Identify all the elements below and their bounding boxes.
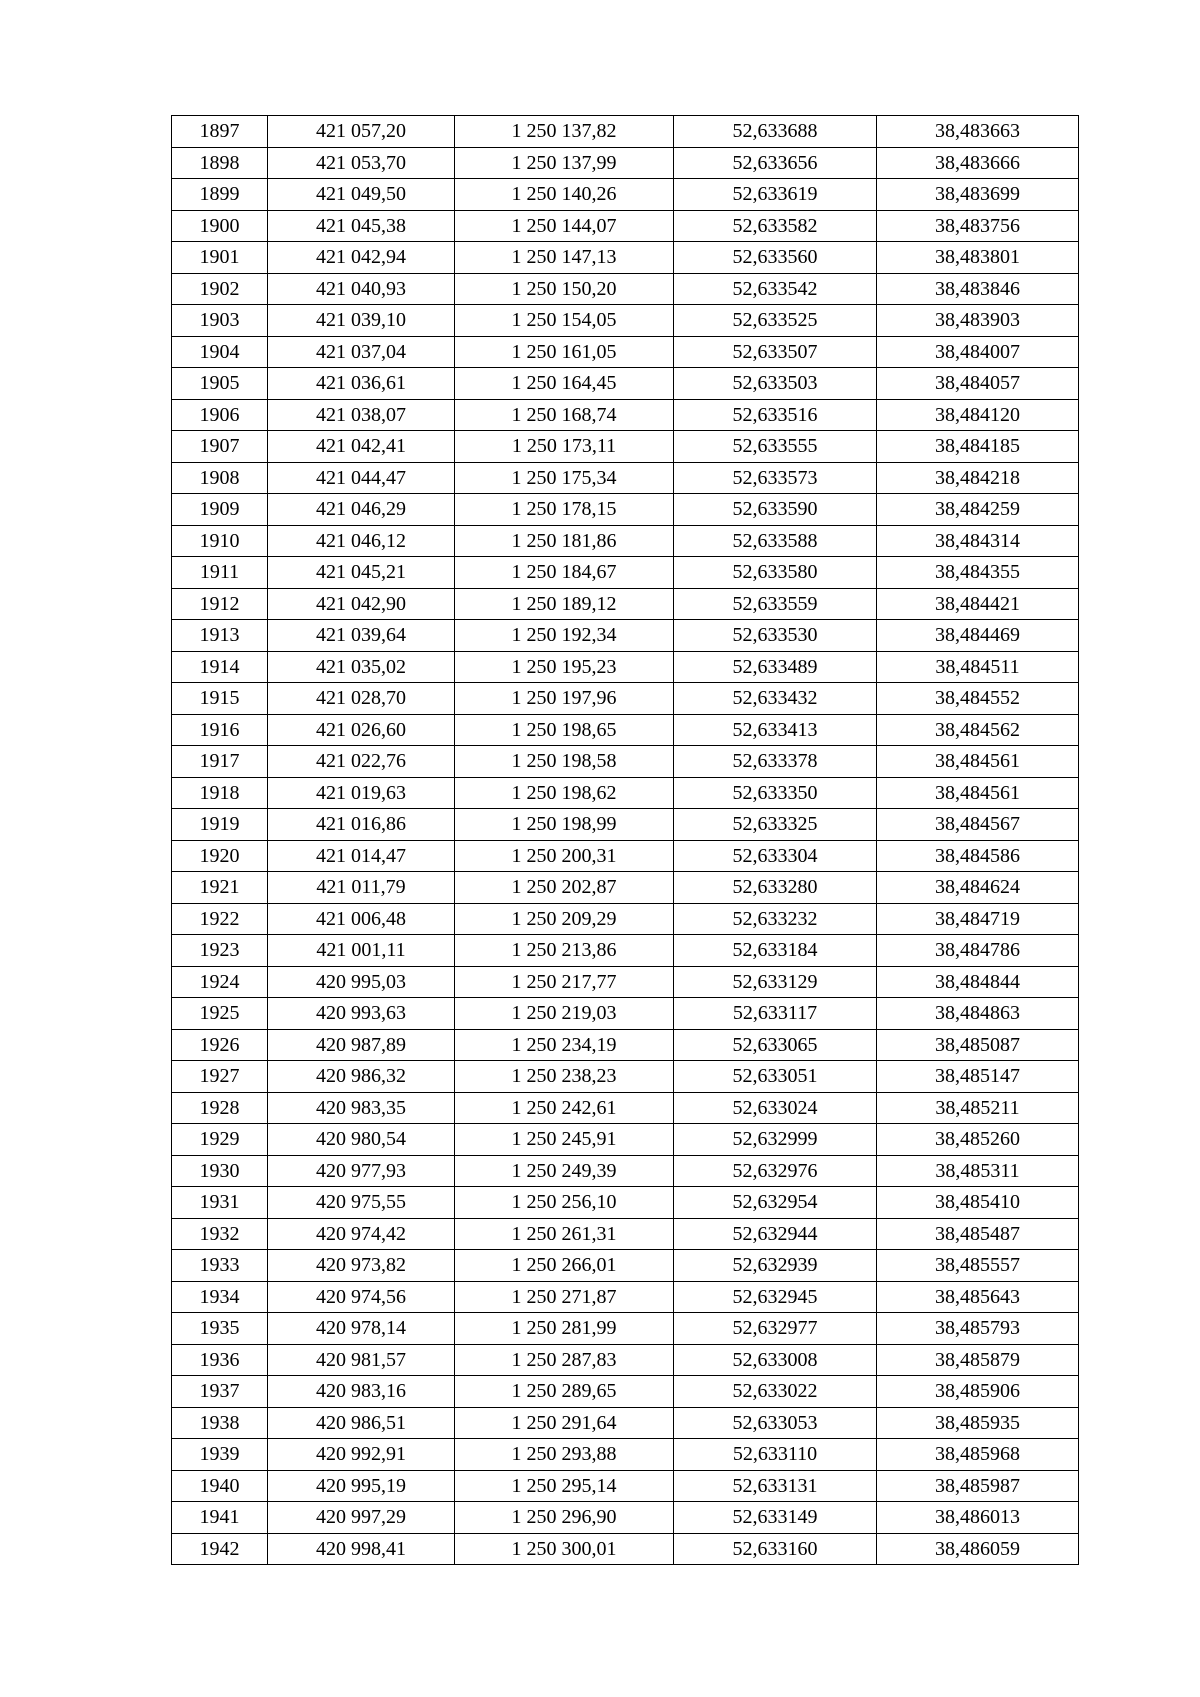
y-coordinate-cell: 1 250 184,67 [455, 557, 674, 589]
y-coordinate-cell: 1 250 161,05 [455, 336, 674, 368]
x-coordinate-cell: 421 014,47 [268, 840, 455, 872]
table-row [172, 1313, 1079, 1345]
latitude-cell: 52,633065 [674, 1029, 877, 1061]
point-number-cell: 1933 [172, 1250, 268, 1282]
x-coordinate-cell: 421 038,07 [268, 399, 455, 431]
point-number-cell: 1934 [172, 1281, 268, 1313]
latitude-cell: 52,633413 [674, 714, 877, 746]
table-row [172, 683, 1079, 715]
table-row [172, 210, 1079, 242]
point-number-cell: 1928 [172, 1092, 268, 1124]
point-number-cell: 1903 [172, 305, 268, 337]
longitude-cell: 38,484719 [877, 903, 1079, 935]
x-coordinate-cell: 421 039,64 [268, 620, 455, 652]
longitude-cell: 38,484120 [877, 399, 1079, 431]
point-number-cell: 1922 [172, 903, 268, 935]
y-coordinate-cell: 1 250 195,23 [455, 651, 674, 683]
table-row [172, 368, 1079, 400]
coordinates-table [171, 115, 1079, 1565]
x-coordinate-cell: 420 983,16 [268, 1376, 455, 1408]
latitude-cell: 52,632939 [674, 1250, 877, 1282]
point-number-cell: 1909 [172, 494, 268, 526]
table-row [172, 1124, 1079, 1156]
table-row [172, 935, 1079, 967]
y-coordinate-cell: 1 250 200,31 [455, 840, 674, 872]
x-coordinate-cell: 420 987,89 [268, 1029, 455, 1061]
point-number-cell: 1921 [172, 872, 268, 904]
latitude-cell: 52,633582 [674, 210, 877, 242]
longitude-cell: 38,484561 [877, 746, 1079, 778]
point-number-cell: 1906 [172, 399, 268, 431]
longitude-cell: 38,483903 [877, 305, 1079, 337]
x-coordinate-cell: 420 973,82 [268, 1250, 455, 1282]
x-coordinate-cell: 420 997,29 [268, 1502, 455, 1534]
longitude-cell: 38,485410 [877, 1187, 1079, 1219]
point-number-cell: 1935 [172, 1313, 268, 1345]
x-coordinate-cell: 421 045,21 [268, 557, 455, 589]
table-row [172, 620, 1079, 652]
point-number-cell: 1914 [172, 651, 268, 683]
latitude-cell: 52,633580 [674, 557, 877, 589]
longitude-cell: 38,484562 [877, 714, 1079, 746]
latitude-cell: 52,633280 [674, 872, 877, 904]
y-coordinate-cell: 1 250 245,91 [455, 1124, 674, 1156]
x-coordinate-cell: 421 042,90 [268, 588, 455, 620]
y-coordinate-cell: 1 250 213,86 [455, 935, 674, 967]
point-number-cell: 1902 [172, 273, 268, 305]
longitude-cell: 38,485211 [877, 1092, 1079, 1124]
longitude-cell: 38,483699 [877, 179, 1079, 211]
table-row [172, 431, 1079, 463]
longitude-cell: 38,484314 [877, 525, 1079, 557]
y-coordinate-cell: 1 250 242,61 [455, 1092, 674, 1124]
point-number-cell: 1929 [172, 1124, 268, 1156]
point-number-cell: 1913 [172, 620, 268, 652]
latitude-cell: 52,633503 [674, 368, 877, 400]
x-coordinate-cell: 420 983,35 [268, 1092, 455, 1124]
x-coordinate-cell: 421 006,48 [268, 903, 455, 935]
x-coordinate-cell: 420 975,55 [268, 1187, 455, 1219]
latitude-cell: 52,633110 [674, 1439, 877, 1471]
y-coordinate-cell: 1 250 164,45 [455, 368, 674, 400]
y-coordinate-cell: 1 250 140,26 [455, 179, 674, 211]
table-row [172, 462, 1079, 494]
latitude-cell: 52,633232 [674, 903, 877, 935]
longitude-cell: 38,484863 [877, 998, 1079, 1030]
x-coordinate-cell: 421 046,12 [268, 525, 455, 557]
longitude-cell: 38,484355 [877, 557, 1079, 589]
longitude-cell: 38,485557 [877, 1250, 1079, 1282]
x-coordinate-cell: 420 995,03 [268, 966, 455, 998]
point-number-cell: 1919 [172, 809, 268, 841]
latitude-cell: 52,633117 [674, 998, 877, 1030]
longitude-cell: 38,485987 [877, 1470, 1079, 1502]
longitude-cell: 38,485968 [877, 1439, 1079, 1471]
latitude-cell: 52,633489 [674, 651, 877, 683]
table-row [172, 557, 1079, 589]
table-row [172, 1218, 1079, 1250]
latitude-cell: 52,633304 [674, 840, 877, 872]
y-coordinate-cell: 1 250 198,99 [455, 809, 674, 841]
longitude-cell: 38,485147 [877, 1061, 1079, 1093]
table-row [172, 1533, 1079, 1565]
y-coordinate-cell: 1 250 147,13 [455, 242, 674, 274]
longitude-cell: 38,484218 [877, 462, 1079, 494]
y-coordinate-cell: 1 250 154,05 [455, 305, 674, 337]
longitude-cell: 38,485487 [877, 1218, 1079, 1250]
y-coordinate-cell: 1 250 202,87 [455, 872, 674, 904]
x-coordinate-cell: 421 016,86 [268, 809, 455, 841]
latitude-cell: 52,633542 [674, 273, 877, 305]
point-number-cell: 1930 [172, 1155, 268, 1187]
latitude-cell: 52,633555 [674, 431, 877, 463]
x-coordinate-cell: 421 001,11 [268, 935, 455, 967]
point-number-cell: 1915 [172, 683, 268, 715]
point-number-cell: 1918 [172, 777, 268, 809]
table-row [172, 305, 1079, 337]
point-number-cell: 1905 [172, 368, 268, 400]
latitude-cell: 52,633619 [674, 179, 877, 211]
latitude-cell: 52,633131 [674, 1470, 877, 1502]
longitude-cell: 38,483801 [877, 242, 1079, 274]
point-number-cell: 1939 [172, 1439, 268, 1471]
x-coordinate-cell: 421 026,60 [268, 714, 455, 746]
table-row [172, 1439, 1079, 1471]
table-row [172, 840, 1079, 872]
x-coordinate-cell: 421 057,20 [268, 116, 455, 148]
longitude-cell: 38,484624 [877, 872, 1079, 904]
table-row [172, 1502, 1079, 1534]
point-number-cell: 1941 [172, 1502, 268, 1534]
point-number-cell: 1923 [172, 935, 268, 967]
point-number-cell: 1932 [172, 1218, 268, 1250]
latitude-cell: 52,632999 [674, 1124, 877, 1156]
x-coordinate-cell: 420 977,93 [268, 1155, 455, 1187]
table-row [172, 746, 1079, 778]
latitude-cell: 52,633160 [674, 1533, 877, 1565]
y-coordinate-cell: 1 250 219,03 [455, 998, 674, 1030]
y-coordinate-cell: 1 250 261,31 [455, 1218, 674, 1250]
table-row [172, 1470, 1079, 1502]
longitude-cell: 38,484567 [877, 809, 1079, 841]
latitude-cell: 52,632954 [674, 1187, 877, 1219]
table-row [172, 242, 1079, 274]
y-coordinate-cell: 1 250 287,83 [455, 1344, 674, 1376]
table-row [172, 809, 1079, 841]
point-number-cell: 1920 [172, 840, 268, 872]
point-number-cell: 1897 [172, 116, 268, 148]
longitude-cell: 38,483756 [877, 210, 1079, 242]
y-coordinate-cell: 1 250 295,14 [455, 1470, 674, 1502]
point-number-cell: 1910 [172, 525, 268, 557]
point-number-cell: 1937 [172, 1376, 268, 1408]
table-row [172, 1187, 1079, 1219]
latitude-cell: 52,633378 [674, 746, 877, 778]
y-coordinate-cell: 1 250 293,88 [455, 1439, 674, 1471]
table-row [172, 1407, 1079, 1439]
y-coordinate-cell: 1 250 234,19 [455, 1029, 674, 1061]
latitude-cell: 52,633688 [674, 116, 877, 148]
table-row [172, 336, 1079, 368]
y-coordinate-cell: 1 250 291,64 [455, 1407, 674, 1439]
y-coordinate-cell: 1 250 300,01 [455, 1533, 674, 1565]
table-row [172, 1376, 1079, 1408]
y-coordinate-cell: 1 250 137,99 [455, 147, 674, 179]
point-number-cell: 1924 [172, 966, 268, 998]
x-coordinate-cell: 420 986,32 [268, 1061, 455, 1093]
point-number-cell: 1907 [172, 431, 268, 463]
longitude-cell: 38,484511 [877, 651, 1079, 683]
latitude-cell: 52,633432 [674, 683, 877, 715]
longitude-cell: 38,484586 [877, 840, 1079, 872]
longitude-cell: 38,484469 [877, 620, 1079, 652]
y-coordinate-cell: 1 250 271,87 [455, 1281, 674, 1313]
longitude-cell: 38,483666 [877, 147, 1079, 179]
point-number-cell: 1900 [172, 210, 268, 242]
longitude-cell: 38,485879 [877, 1344, 1079, 1376]
y-coordinate-cell: 1 250 249,39 [455, 1155, 674, 1187]
y-coordinate-cell: 1 250 198,62 [455, 777, 674, 809]
longitude-cell: 38,484007 [877, 336, 1079, 368]
latitude-cell: 52,633590 [674, 494, 877, 526]
table-row [172, 1250, 1079, 1282]
table-row [172, 179, 1079, 211]
latitude-cell: 52,632944 [674, 1218, 877, 1250]
y-coordinate-cell: 1 250 144,07 [455, 210, 674, 242]
longitude-cell: 38,484259 [877, 494, 1079, 526]
x-coordinate-cell: 421 019,63 [268, 777, 455, 809]
table-row [172, 494, 1079, 526]
table-row [172, 116, 1079, 148]
table-row [172, 1344, 1079, 1376]
x-coordinate-cell: 420 986,51 [268, 1407, 455, 1439]
longitude-cell: 38,486013 [877, 1502, 1079, 1534]
x-coordinate-cell: 421 045,38 [268, 210, 455, 242]
y-coordinate-cell: 1 250 238,23 [455, 1061, 674, 1093]
y-coordinate-cell: 1 250 173,11 [455, 431, 674, 463]
point-number-cell: 1901 [172, 242, 268, 274]
latitude-cell: 52,633129 [674, 966, 877, 998]
point-number-cell: 1938 [172, 1407, 268, 1439]
point-number-cell: 1940 [172, 1470, 268, 1502]
x-coordinate-cell: 421 035,02 [268, 651, 455, 683]
x-coordinate-cell: 421 046,29 [268, 494, 455, 526]
x-coordinate-cell: 420 998,41 [268, 1533, 455, 1565]
x-coordinate-cell: 421 037,04 [268, 336, 455, 368]
latitude-cell: 52,632945 [674, 1281, 877, 1313]
table-row [172, 777, 1079, 809]
latitude-cell: 52,633559 [674, 588, 877, 620]
table-row [172, 525, 1079, 557]
x-coordinate-cell: 420 978,14 [268, 1313, 455, 1345]
latitude-cell: 52,633656 [674, 147, 877, 179]
y-coordinate-cell: 1 250 266,01 [455, 1250, 674, 1282]
longitude-cell: 38,485311 [877, 1155, 1079, 1187]
x-coordinate-cell: 420 993,63 [268, 998, 455, 1030]
x-coordinate-cell: 420 974,42 [268, 1218, 455, 1250]
y-coordinate-cell: 1 250 296,90 [455, 1502, 674, 1534]
latitude-cell: 52,633516 [674, 399, 877, 431]
y-coordinate-cell: 1 250 178,15 [455, 494, 674, 526]
table-row [172, 1029, 1079, 1061]
x-coordinate-cell: 421 042,41 [268, 431, 455, 463]
x-coordinate-cell: 421 040,93 [268, 273, 455, 305]
longitude-cell: 38,484552 [877, 683, 1079, 715]
longitude-cell: 38,485935 [877, 1407, 1079, 1439]
latitude-cell: 52,633573 [674, 462, 877, 494]
x-coordinate-cell: 421 044,47 [268, 462, 455, 494]
y-coordinate-cell: 1 250 192,34 [455, 620, 674, 652]
point-number-cell: 1898 [172, 147, 268, 179]
longitude-cell: 38,484561 [877, 777, 1079, 809]
point-number-cell: 1908 [172, 462, 268, 494]
table-row [172, 714, 1079, 746]
latitude-cell: 52,633530 [674, 620, 877, 652]
longitude-cell: 38,484786 [877, 935, 1079, 967]
longitude-cell: 38,483663 [877, 116, 1079, 148]
longitude-cell: 38,484844 [877, 966, 1079, 998]
latitude-cell: 52,633325 [674, 809, 877, 841]
x-coordinate-cell: 420 992,91 [268, 1439, 455, 1471]
y-coordinate-cell: 1 250 181,86 [455, 525, 674, 557]
coordinates-table-body [172, 116, 1079, 1565]
point-number-cell: 1927 [172, 1061, 268, 1093]
point-number-cell: 1899 [172, 179, 268, 211]
table-row [172, 1155, 1079, 1187]
x-coordinate-cell: 420 974,56 [268, 1281, 455, 1313]
table-row [172, 399, 1079, 431]
longitude-cell: 38,485906 [877, 1376, 1079, 1408]
point-number-cell: 1926 [172, 1029, 268, 1061]
x-coordinate-cell: 421 028,70 [268, 683, 455, 715]
point-number-cell: 1936 [172, 1344, 268, 1376]
table-row [172, 1092, 1079, 1124]
latitude-cell: 52,633560 [674, 242, 877, 274]
latitude-cell: 52,633008 [674, 1344, 877, 1376]
table-row [172, 966, 1079, 998]
table-row [172, 1281, 1079, 1313]
longitude-cell: 38,486059 [877, 1533, 1079, 1565]
x-coordinate-cell: 421 011,79 [268, 872, 455, 904]
longitude-cell: 38,485087 [877, 1029, 1079, 1061]
x-coordinate-cell: 421 022,76 [268, 746, 455, 778]
longitude-cell: 38,485643 [877, 1281, 1079, 1313]
table-row [172, 872, 1079, 904]
table-row [172, 998, 1079, 1030]
point-number-cell: 1931 [172, 1187, 268, 1219]
table-row [172, 651, 1079, 683]
longitude-cell: 38,485260 [877, 1124, 1079, 1156]
point-number-cell: 1917 [172, 746, 268, 778]
x-coordinate-cell: 420 980,54 [268, 1124, 455, 1156]
y-coordinate-cell: 1 250 281,99 [455, 1313, 674, 1345]
latitude-cell: 52,632976 [674, 1155, 877, 1187]
longitude-cell: 38,483846 [877, 273, 1079, 305]
latitude-cell: 52,633051 [674, 1061, 877, 1093]
table-row [172, 1061, 1079, 1093]
latitude-cell: 52,633350 [674, 777, 877, 809]
longitude-cell: 38,485793 [877, 1313, 1079, 1345]
table-row [172, 273, 1079, 305]
latitude-cell: 52,633022 [674, 1376, 877, 1408]
table-row [172, 903, 1079, 935]
x-coordinate-cell: 421 049,50 [268, 179, 455, 211]
point-number-cell: 1912 [172, 588, 268, 620]
latitude-cell: 52,633184 [674, 935, 877, 967]
y-coordinate-cell: 1 250 198,65 [455, 714, 674, 746]
table-row [172, 147, 1079, 179]
x-coordinate-cell: 421 053,70 [268, 147, 455, 179]
y-coordinate-cell: 1 250 137,82 [455, 116, 674, 148]
x-coordinate-cell: 421 042,94 [268, 242, 455, 274]
latitude-cell: 52,633024 [674, 1092, 877, 1124]
x-coordinate-cell: 421 039,10 [268, 305, 455, 337]
y-coordinate-cell: 1 250 175,34 [455, 462, 674, 494]
point-number-cell: 1904 [172, 336, 268, 368]
latitude-cell: 52,633149 [674, 1502, 877, 1534]
x-coordinate-cell: 420 981,57 [268, 1344, 455, 1376]
point-number-cell: 1925 [172, 998, 268, 1030]
x-coordinate-cell: 421 036,61 [268, 368, 455, 400]
point-number-cell: 1911 [172, 557, 268, 589]
y-coordinate-cell: 1 250 150,20 [455, 273, 674, 305]
y-coordinate-cell: 1 250 189,12 [455, 588, 674, 620]
latitude-cell: 52,633525 [674, 305, 877, 337]
point-number-cell: 1916 [172, 714, 268, 746]
latitude-cell: 52,633507 [674, 336, 877, 368]
y-coordinate-cell: 1 250 168,74 [455, 399, 674, 431]
longitude-cell: 38,484185 [877, 431, 1079, 463]
point-number-cell: 1942 [172, 1533, 268, 1565]
latitude-cell: 52,632977 [674, 1313, 877, 1345]
y-coordinate-cell: 1 250 217,77 [455, 966, 674, 998]
y-coordinate-cell: 1 250 209,29 [455, 903, 674, 935]
y-coordinate-cell: 1 250 256,10 [455, 1187, 674, 1219]
table-row [172, 588, 1079, 620]
y-coordinate-cell: 1 250 197,96 [455, 683, 674, 715]
x-coordinate-cell: 420 995,19 [268, 1470, 455, 1502]
latitude-cell: 52,633588 [674, 525, 877, 557]
longitude-cell: 38,484057 [877, 368, 1079, 400]
longitude-cell: 38,484421 [877, 588, 1079, 620]
y-coordinate-cell: 1 250 198,58 [455, 746, 674, 778]
y-coordinate-cell: 1 250 289,65 [455, 1376, 674, 1408]
latitude-cell: 52,633053 [674, 1407, 877, 1439]
